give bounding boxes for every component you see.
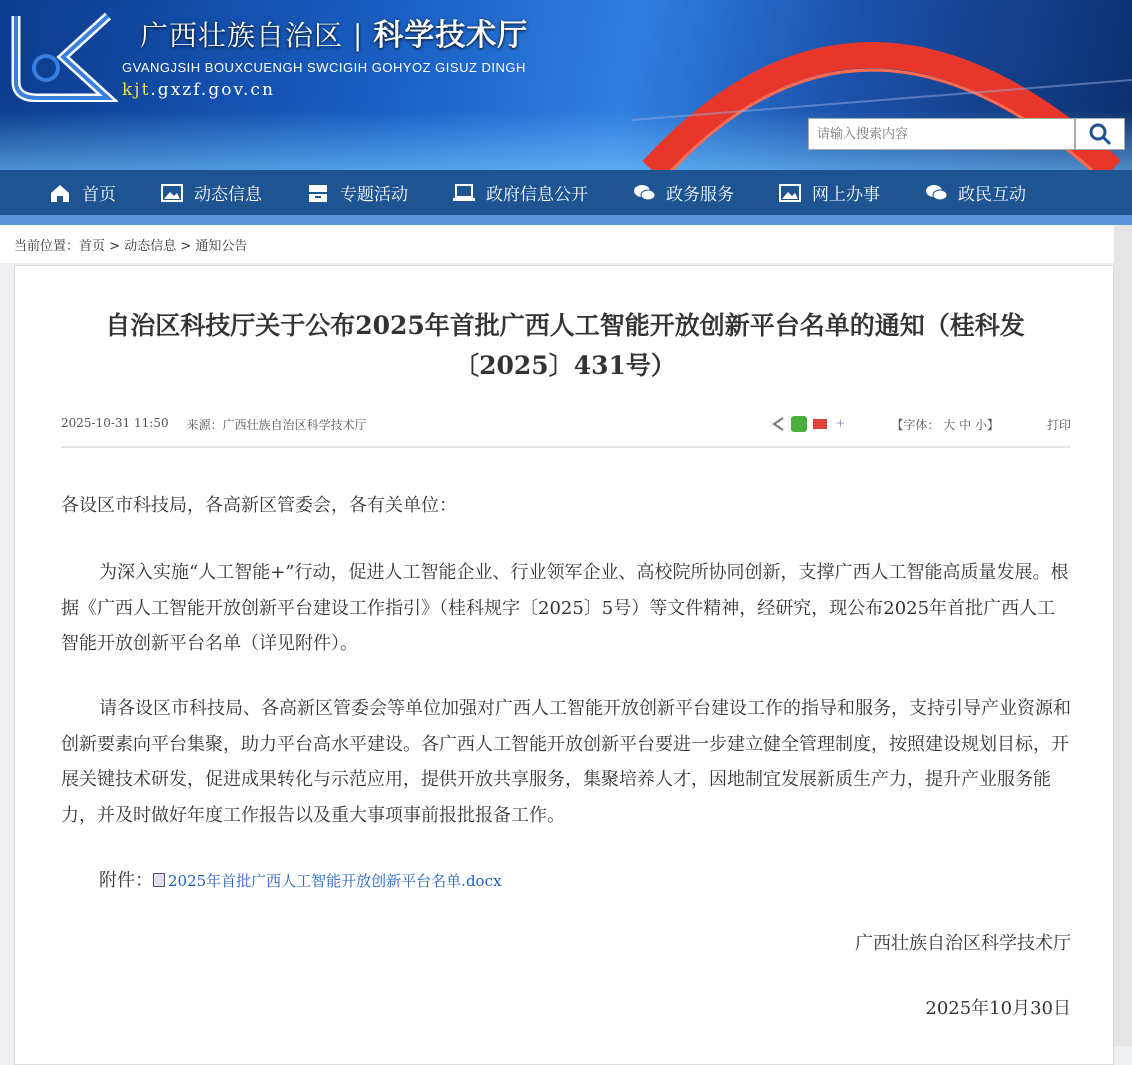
breadcrumb-news[interactable]: 动态信息 — [124, 239, 177, 254]
font-large[interactable]: 大 — [943, 418, 956, 432]
search-button[interactable] — [1075, 118, 1125, 150]
search-input[interactable] — [808, 118, 1075, 150]
nav-item-4[interactable] — [632, 170, 734, 215]
breadcrumb — [0, 225, 1114, 263]
archive-icon — [306, 182, 330, 204]
logo — [8, 12, 118, 102]
nav-label: 动态信息 — [194, 185, 262, 205]
breadcrumb-notices[interactable]: 通知公告 — [195, 239, 248, 254]
breadcrumb-home[interactable]: 首页 — [79, 239, 106, 254]
chat-icon — [632, 182, 656, 204]
font-size-control: 【字体： 大 中 小】 — [891, 418, 999, 432]
article-meta — [61, 416, 1071, 448]
wechat-share-icon[interactable] — [791, 416, 807, 432]
attachment: 附件： 2025年首批广西人工智能开放创新平台名单.docx — [99, 870, 502, 891]
home-icon — [48, 182, 72, 204]
site-title: 广西壮族自治区 | 科学技术厅 — [140, 18, 529, 53]
share-icon[interactable] — [771, 416, 785, 432]
font-medium[interactable]: 中 — [959, 418, 972, 432]
main-nav — [0, 170, 1132, 225]
weibo-share-icon[interactable] — [813, 419, 827, 429]
site-title-zhuang: GVANGJSIH BOUXCUENGH SWCIGIH GOHYOZ GISUZ DINGH — [122, 60, 526, 75]
more-share-icon[interactable]: + — [835, 416, 846, 430]
breadcrumb-sep: > — [105, 239, 125, 254]
image-icon — [160, 182, 184, 204]
nav-label: 政务服务 — [666, 185, 734, 205]
source: 来源：广西壮族自治区科学技术厅 — [186, 418, 367, 432]
image-icon — [778, 182, 802, 204]
nav-item-3[interactable] — [452, 170, 588, 215]
attachment-link[interactable]: 2025年首批广西人工智能开放创新平台名单.docx — [168, 872, 502, 890]
chat-icon — [924, 182, 948, 204]
breadcrumb-sep: > — [176, 239, 196, 254]
font-small[interactable]: 小 — [974, 418, 987, 432]
article — [14, 265, 1114, 1065]
print-link[interactable]: 打印 — [1046, 418, 1071, 432]
nav-item-5[interactable] — [778, 170, 880, 215]
salutation: 各设区市科技局，各高新区管委会，各有关单位： — [61, 495, 457, 516]
nav-item-2[interactable] — [306, 170, 408, 215]
article-title: 自治区科技厅关于公布2025年首批广西人工智能开放创新平台名单的通知（桂科发〔2025〕431号） — [105, 311, 1025, 380]
nav-item-6[interactable] — [924, 170, 1026, 215]
breadcrumb-prefix: 当前位置： — [14, 239, 80, 254]
nav-item-1[interactable] — [160, 170, 262, 215]
nav-label: 政府信息公开 — [486, 185, 588, 205]
laptop-icon — [452, 182, 476, 204]
paragraph: 为深入实施“人工智能+”行动，促进人工智能企业、行业领军企业、高校院所协同创新，支撑广西人工智能高质量发展。根据《广西人工智能开放创新平台建设工作指引》（桂科规字〔2025〕5号）等文件精神，经研究，现公布2025年首批广西人工智能开放创新平台名单（详见附件）。 — [61, 562, 1069, 654]
search-icon — [1088, 122, 1112, 146]
nav-label: 网上办事 — [812, 185, 880, 205]
nav-label: 首页 — [82, 185, 116, 205]
nav-label: 政民互动 — [958, 185, 1026, 205]
signature: 广西壮族自治区科学技术厅 — [855, 933, 1071, 954]
nav-label: 专题活动 — [340, 185, 408, 205]
doc-file-icon — [153, 873, 165, 887]
sign-date: 2025年10月30日 — [925, 998, 1071, 1019]
nav-item-0[interactable] — [48, 170, 116, 215]
scrollbar[interactable] — [1114, 225, 1132, 1046]
publish-date: 2025-10-31 11:50 — [61, 416, 169, 430]
paragraph: 请各设区市科技局、各高新区管委会等单位加强对广西人工智能开放创新平台建设工作的指导和服务，支持引导产业资源和创新要素向平台集聚，助力平台高水平建设。各广西人工智能开放创新平台要进一步建立健全管理制度，按照建设规划目标，开展关键技术研发，促进成果转化与示范应用，提供开放共享服务，集聚培养人才，因地制宜发展新质生产力，提升产业服务能力，并及时做好年度工作报告以及重大事项事前报批报备工作。 — [61, 698, 1071, 826]
site-url: kjt.gxzf.gov.cn — [122, 80, 275, 100]
